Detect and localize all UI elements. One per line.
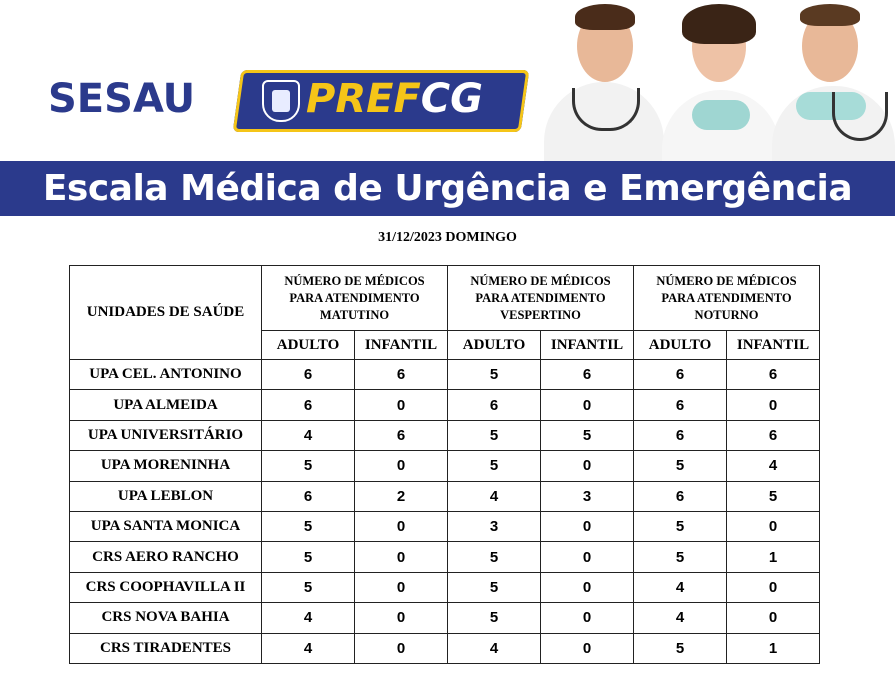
doctor-count-cell: 6 [727,360,820,390]
doctor-count-cell: 0 [355,633,448,663]
unit-name-cell: UPA UNIVERSITÁRIO [70,420,262,450]
page-title: Escala Médica de Urgência e Emergência [0,161,895,216]
unit-name-cell: CRS COOPHAVILLA II [70,572,262,602]
doctor-count-cell: 6 [634,481,727,511]
doctor-count-cell: 0 [355,542,448,572]
doctor-count-cell: 0 [541,511,634,541]
doctor-count-cell: 5 [634,542,727,572]
doctor-count-cell: 1 [727,633,820,663]
doctor-count-cell: 0 [727,390,820,420]
doctor-count-cell: 3 [541,481,634,511]
logo-cg-text: CG [420,76,483,122]
doctor-count-cell: 5 [448,542,541,572]
unit-name-cell: UPA ALMEIDA [70,390,262,420]
doctor-count-cell: 4 [448,481,541,511]
doctor-count-cell: 6 [262,360,355,390]
table-row [70,511,820,541]
doctor-count-cell: 5 [448,572,541,602]
group-line: PARA ATENDIMENTO [289,290,420,305]
doctor-count-cell: 5 [262,451,355,481]
logo-pref-text: PREF [306,76,421,122]
doctor-count-cell: 0 [541,390,634,420]
group-line: PARA ATENDIMENTO [661,290,792,305]
group-line: MATUTINO [319,307,390,322]
doctor-count-cell: 5 [727,481,820,511]
sesau-logo: SESAU [48,76,196,122]
doctor-count-cell: 0 [727,572,820,602]
doctor-count-cell: 4 [262,633,355,663]
doctor-count-cell: 0 [727,603,820,633]
doctor-count-cell: 0 [355,511,448,541]
unit-name-cell: CRS AERO RANCHO [70,542,262,572]
doctor-count-cell: 5 [262,572,355,602]
subheader-adult: ADULTO [262,331,355,360]
table-group-header-row [70,266,820,331]
doctor-count-cell: 6 [355,360,448,390]
doctor-count-cell: 0 [541,633,634,663]
shift-header-night [634,266,820,331]
doctor-count-cell: 6 [355,420,448,450]
subheader-adult: ADULTO [448,331,541,360]
group-line: PARA ATENDIMENTO [475,290,606,305]
unit-name-cell: CRS TIRADENTES [70,633,262,663]
doctor-count-cell: 4 [634,603,727,633]
doctor-count-cell: 5 [634,633,727,663]
table-row [70,542,820,572]
doctor-count-cell: 5 [448,603,541,633]
unit-name-cell: UPA MORENINHA [70,451,262,481]
doctors-photo [532,0,895,162]
prefcg-logo-text [306,76,483,122]
group-line: NÚMERO DE MÉDICOS [284,273,425,288]
doctor-count-cell: 4 [262,603,355,633]
unit-name-cell: UPA LEBLON [70,481,262,511]
doctor-count-cell: 0 [541,572,634,602]
doctor-count-cell: 2 [355,481,448,511]
schedule-table [69,265,820,664]
table-row [70,481,820,511]
table-row [70,360,820,390]
units-column-header: UNIDADES DE SAÚDE [70,266,262,360]
group-line: VESPERTINO [500,307,581,322]
subheader-child: INFANTIL [541,331,634,360]
table-row [70,603,820,633]
table-row [70,633,820,663]
doctor-count-cell: 4 [634,572,727,602]
schedule-date: 31/12/2023 DOMINGO [378,230,517,245]
doctor-count-cell: 6 [262,390,355,420]
doctor-count-cell: 6 [634,390,727,420]
shift-header-morning [262,266,448,331]
unit-name-cell: CRS NOVA BAHIA [70,603,262,633]
doctor-count-cell: 5 [634,451,727,481]
subheader-child: INFANTIL [727,331,820,360]
doctor-count-cell: 5 [634,511,727,541]
doctor-count-cell: 5 [541,420,634,450]
table-row [70,572,820,602]
doctor-count-cell: 0 [355,572,448,602]
subheader-adult: ADULTO [634,331,727,360]
unit-name-cell: UPA CEL. ANTONINO [70,360,262,390]
table-row [70,390,820,420]
doctor-count-cell: 0 [355,451,448,481]
city-seal-icon [262,80,300,122]
table-body [70,360,820,664]
header-banner [0,0,895,162]
doctor-count-cell: 0 [541,603,634,633]
group-line: NÚMERO DE MÉDICOS [656,273,797,288]
doctor-count-cell: 0 [541,451,634,481]
doctor-count-cell: 6 [634,360,727,390]
doctor-count-cell: 5 [262,511,355,541]
doctor-count-cell: 0 [541,542,634,572]
doctor-count-cell: 5 [448,420,541,450]
doctor-count-cell: 6 [634,420,727,450]
doctor-count-cell: 6 [541,360,634,390]
group-line: NÚMERO DE MÉDICOS [470,273,611,288]
doctor-count-cell: 1 [727,542,820,572]
doctor-count-cell: 4 [262,420,355,450]
group-line: NOTURNO [694,307,759,322]
doctor-count-cell: 6 [262,481,355,511]
doctor-count-cell: 0 [727,511,820,541]
doctor-count-cell: 5 [262,542,355,572]
doctor-count-cell: 5 [448,451,541,481]
doctor-count-cell: 6 [448,390,541,420]
unit-name-cell: UPA SANTA MONICA [70,511,262,541]
doctor-count-cell: 0 [355,603,448,633]
doctor-count-cell: 5 [448,360,541,390]
table-row [70,451,820,481]
doctor-count-cell: 4 [448,633,541,663]
doctor-count-cell: 6 [727,420,820,450]
shift-header-afternoon [448,266,634,331]
doctor-count-cell: 0 [355,390,448,420]
doctor-count-cell: 3 [448,511,541,541]
doctor-count-cell: 4 [727,451,820,481]
table-row [70,420,820,450]
subheader-child: INFANTIL [355,331,448,360]
